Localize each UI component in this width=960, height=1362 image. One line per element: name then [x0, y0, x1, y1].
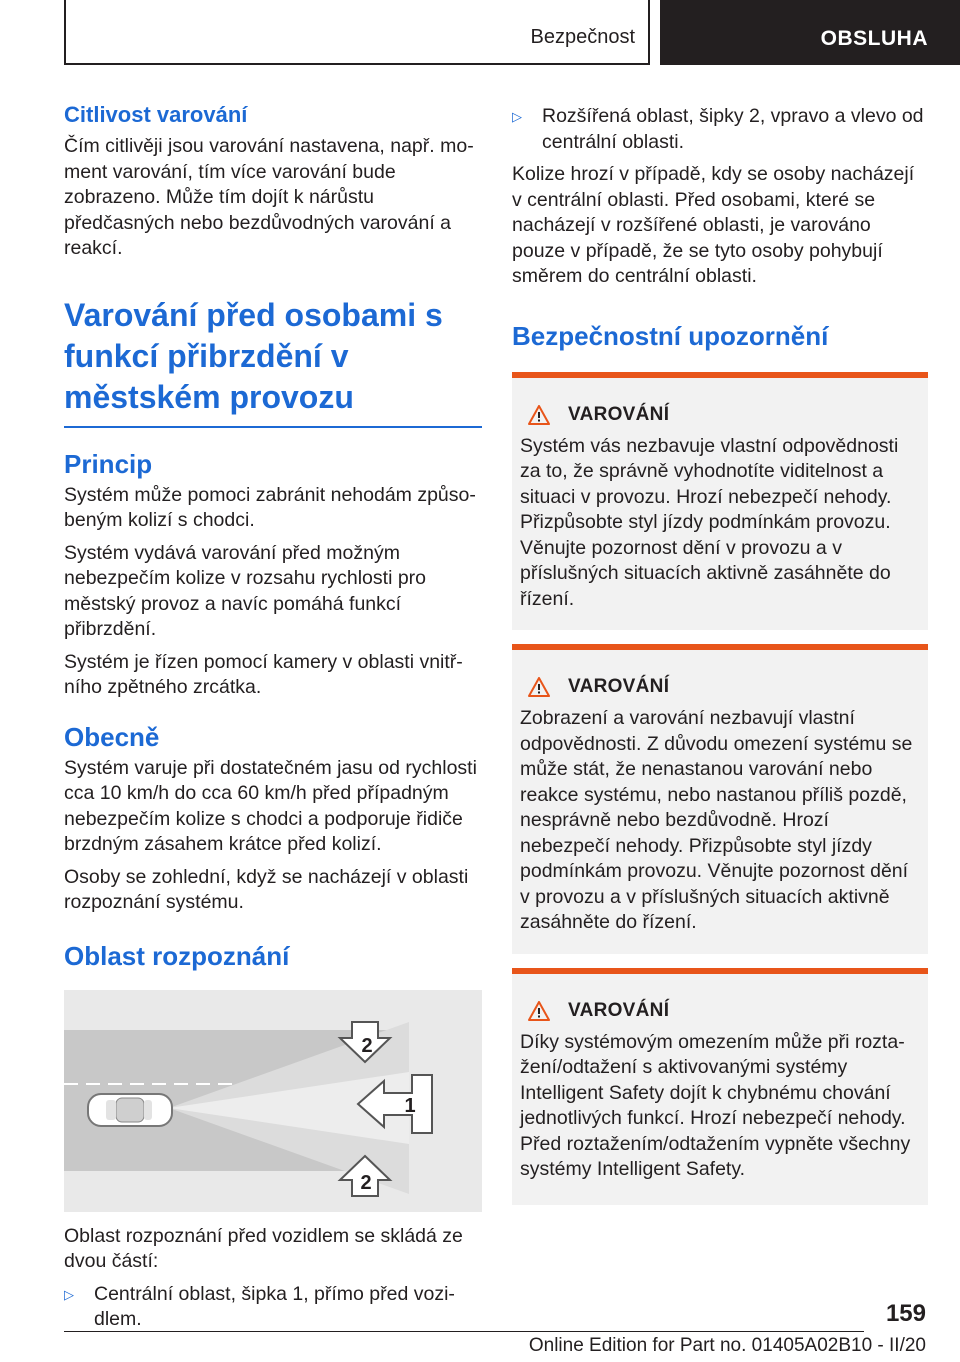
warning-title-row: [520, 996, 920, 1026]
triangle-bullet-icon: ▷: [64, 1286, 74, 1302]
warning-title-row: [520, 672, 920, 702]
warning-title: VAROVÁNÍ: [568, 676, 670, 697]
paragraph-principle-3: Systém je řízen pomocí kamery v oblasti vnitřního zpětného zrcátka.: [64, 650, 463, 698]
heading-safety-notes: Bezpečnostní upozornění: [512, 320, 829, 351]
heading-sensitivity: Citlivost varování: [64, 102, 248, 127]
warning-triangle-icon: [528, 677, 550, 697]
warning-box-2: [512, 644, 928, 954]
heading-detection-area: Oblast rozpoznání: [64, 940, 290, 971]
page-title: Varování před osobami s funkcí přibrzdění v městském provozu: [64, 296, 443, 415]
warning-box-3: [512, 968, 928, 1205]
arrow-label-2-top: 2: [361, 1034, 373, 1057]
left-column: [64, 100, 482, 1333]
warning-text: Díky systémovým omezením může při roztažení/odtažení s aktivovanými systémy Intelligent Safety dojít k chybnému chování jednotlivých funkcí. Hrozí nebezpečí nehody. Před roztažením/odtažením vypněte všechny systémy Intelligent Safety.: [520, 1030, 911, 1180]
warning-box-1: [512, 372, 928, 631]
header-chapter-tab: OBSLUHA: [660, 0, 960, 65]
triangle-bullet-icon: ▷: [512, 109, 522, 124]
warning-title: VAROVÁNÍ: [568, 403, 670, 425]
paragraph-principle-1: Systém může pomoci zabránit nehodám způsobeným kolizí s chodci.: [64, 483, 476, 531]
paragraph-sensitivity: Čím citlivěji jsou varování nastavena, např. moment varování, tím více varování bude zobrazeno. Může tím dojít k nárůstu předčasných nebo bezdůvodných varování a reakcí.: [64, 135, 474, 259]
paragraph-collision: Kolize hrozí v případě, kdy se osoby nacházejí v centrální oblasti. Před osobami, které se nacházejí v rozšířené oblasti, je varováno pouze v případě, že se tyto osoby pohybují směrem do centrální oblasti.: [512, 163, 915, 287]
list-item-central-area: [64, 1282, 482, 1333]
heading-general: Obecně: [64, 721, 160, 752]
warning-title: VAROVÁNÍ: [568, 999, 670, 1021]
right-column: [512, 104, 928, 1205]
warning-triangle-icon: [528, 1001, 550, 1021]
warning-triangle-icon: [528, 405, 550, 425]
arrow-label-1: 1: [404, 1094, 416, 1117]
page-number: 159: [885, 1300, 926, 1327]
header-rule-bottom: [64, 63, 650, 65]
detection-area-diagram: [64, 990, 482, 1212]
footer-rule: [64, 1331, 864, 1332]
header-section-title: Bezpečnost: [530, 26, 635, 48]
heading-principle: Princip: [64, 448, 153, 479]
paragraph-principle-2: Systém vydává varování před možným nebezpečím kolize v rozsahu rychlosti pro městský provoz a navíc pomáhá funkcí přibrzdění.: [64, 541, 426, 640]
bullet-text-central-area: Centrální oblast, šipka 1, přímo před vozidlem.: [94, 1282, 455, 1330]
header-rule-divider: [648, 0, 650, 64]
arrow-label-2-bottom: 2: [360, 1171, 372, 1194]
paragraph-general-2: Osoby se zohlední, když se nacházejí v oblasti rozpoznání systému.: [64, 865, 469, 913]
warning-text: Systém vás nezbavuje vlastní odpovědnosti za to, že správně vyhodnotíte viditelnost a situaci v provozu. Hrozí nebezpečí nehody. Přizpůsobte styl jízdy podmínkám provozu. Věnujte pozornost dění v provozu a v příslušných situacích aktivně zasáhněte do řízení.: [520, 434, 899, 610]
bullet-text-extended-area: Rozšířená oblast, šipky 2, vpravo a vlevo od centrální oblasti.: [542, 105, 924, 153]
car-icon: [88, 1094, 172, 1126]
footer-edition: Online Edition for Part no. 01405A02B10 - II/20: [528, 1335, 926, 1356]
detection-area-figure: [64, 990, 482, 1212]
paragraph-detection-area: Oblast rozpoznání před vozidlem se skládá ze dvou částí:: [64, 1224, 463, 1272]
paragraph-general-1: Systém varuje při dostatečném jasu od rychlosti cca 10 km/h do cca 60 km/h před případným nebezpečím kolize s chodci a podporuje řidiče brzdným zásahem krátce před kolizí.: [64, 756, 477, 855]
warning-title-row: [520, 400, 920, 430]
list-item-extended-area: [512, 104, 928, 155]
warning-text: Zobrazení a varování nezbavují vlastní odpovědnosti. Z důvodu omezení systému se může stát, že nenastanou varování nebo reakce systému, nebo nastanou příliš pozdě, nesprávně nebo bezdůvodně. Hrozí nebezpečí nehody. Přizpůsobte styl jízdy podmínkám provozu. Věnujte pozornost dění v provozu a v příslušných situacích aktivně zasáhněte do řízení.: [520, 707, 913, 933]
header-rule-left: [64, 0, 66, 64]
title-rule: [64, 426, 482, 428]
